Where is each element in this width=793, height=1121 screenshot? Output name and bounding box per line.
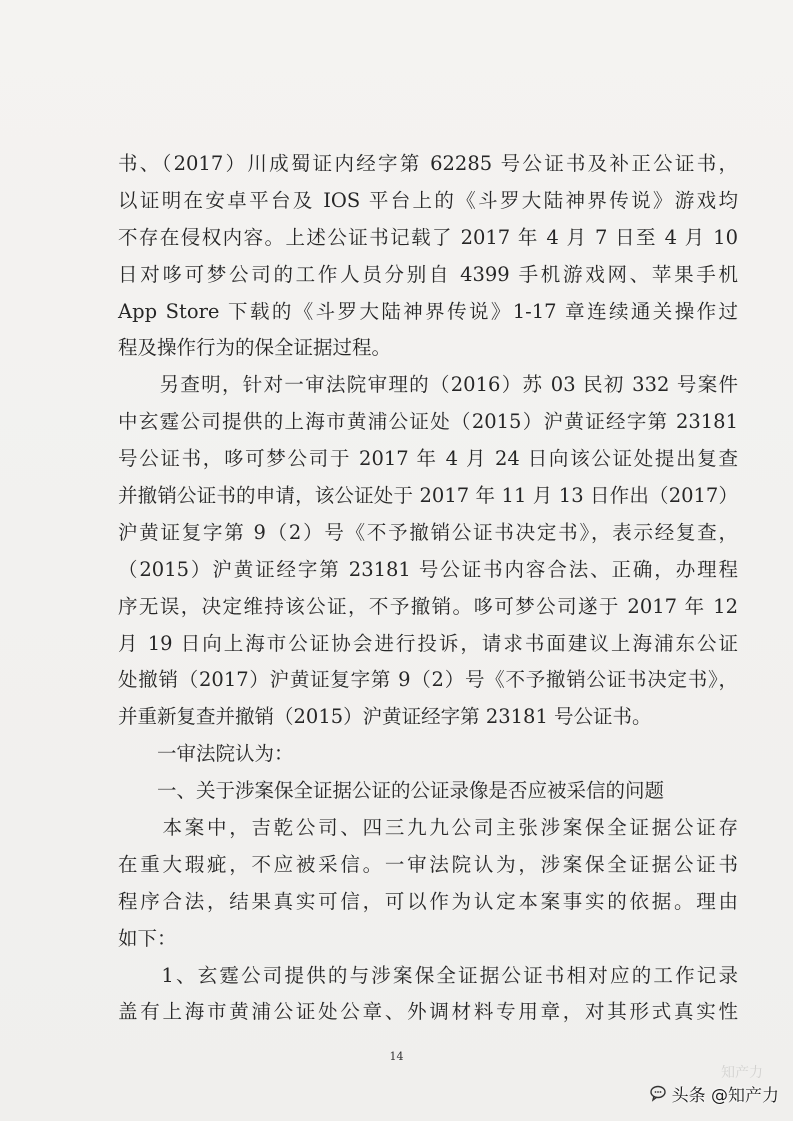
text-line: （2015）沪黄证经字第 23181 号公证书内容合法、正确，办理程: [118, 557, 738, 581]
text-line: 盖有上海市黄浦公证处公章、外调材料专用章，对其形式真实性: [118, 1000, 738, 1024]
text-line: 一、关于涉案保全证据公证的公证录像是否应被采信的问题: [118, 779, 665, 803]
faint-watermark: 知产力: [721, 1065, 763, 1081]
text-line: 不存在侵权内容。上述公证书记载了 2017 年 4 月 7 日至 4 月 10: [118, 225, 738, 249]
text-line: 序无误，决定维持该公证，不予撤销。哆可梦公司遂于 2017 年 12: [118, 594, 738, 618]
text-line: App Store 下载的《斗罗大陆神界传说》1-17 章连续通关操作过: [118, 299, 738, 323]
text-line: 中玄霆公司提供的上海市黄浦公证处（2015）沪黄证经字第 23181: [118, 410, 738, 434]
text-line: 书、（2017）川成蜀证内经字第 62285 号公证书及补正公证书，: [118, 152, 738, 175]
text-line: 以证明在安卓平台及 IOS 平台上的《斗罗大陆神界传说》游戏均: [118, 188, 738, 212]
text-line: 日对哆可梦公司的工作人员分别自 4399 手机游戏网、苹果手机: [118, 262, 738, 286]
text-line: 本案中，吉乾公司、四三九九公司主张涉案保全证据公证存: [118, 816, 738, 840]
text-line: 处撤销（2017）沪黄证复字第 9（2）号《不予撤销公证书决定书》，: [118, 668, 738, 692]
text-line: 并重新复查并撤销（2015）沪黄证经字第 23181 号公证书。: [118, 705, 652, 729]
text-line: 如下：: [118, 926, 177, 950]
text-line: 1、玄霆公司提供的与涉案保全证据公证书相对应的工作记录: [118, 963, 738, 987]
text-line: 沪黄证复字第 9（2）号《不予撤销公证书决定书》，表示经复查，: [118, 520, 738, 544]
text-line: 另查明，针对一审法院审理的（2016）苏 03 民初 332 号案件: [118, 373, 738, 397]
wechat-bubble-icon: [650, 1084, 668, 1102]
watermark-text: 头条 @知产力: [671, 1085, 779, 1106]
text-line: 程及操作行为的保全证据过程。: [118, 336, 392, 360]
text-line: 并撤销公证书的申请，该公证处于 2017 年 11 月 13 日作出（2017）: [118, 484, 738, 508]
text-line: 号公证书，哆可梦公司于 2017 年 4 月 24 日向该公证处提出复查: [118, 447, 738, 471]
text-line: 一审法院认为：: [118, 742, 294, 766]
document-body: [118, 146, 738, 1031]
text-line: 程序合法，结果真实可信，可以作为认定本案事实的依据。理由: [118, 889, 738, 913]
text-line: 月 19 日向上海市公证协会进行投诉，请求书面建议上海浦东公证: [118, 631, 738, 655]
source-watermark: [650, 1080, 779, 1106]
text-line: 在重大瑕疵，不应被采信。一审法院认为，涉案保全证据公证书: [118, 852, 738, 876]
page-number: 14: [389, 1050, 404, 1063]
